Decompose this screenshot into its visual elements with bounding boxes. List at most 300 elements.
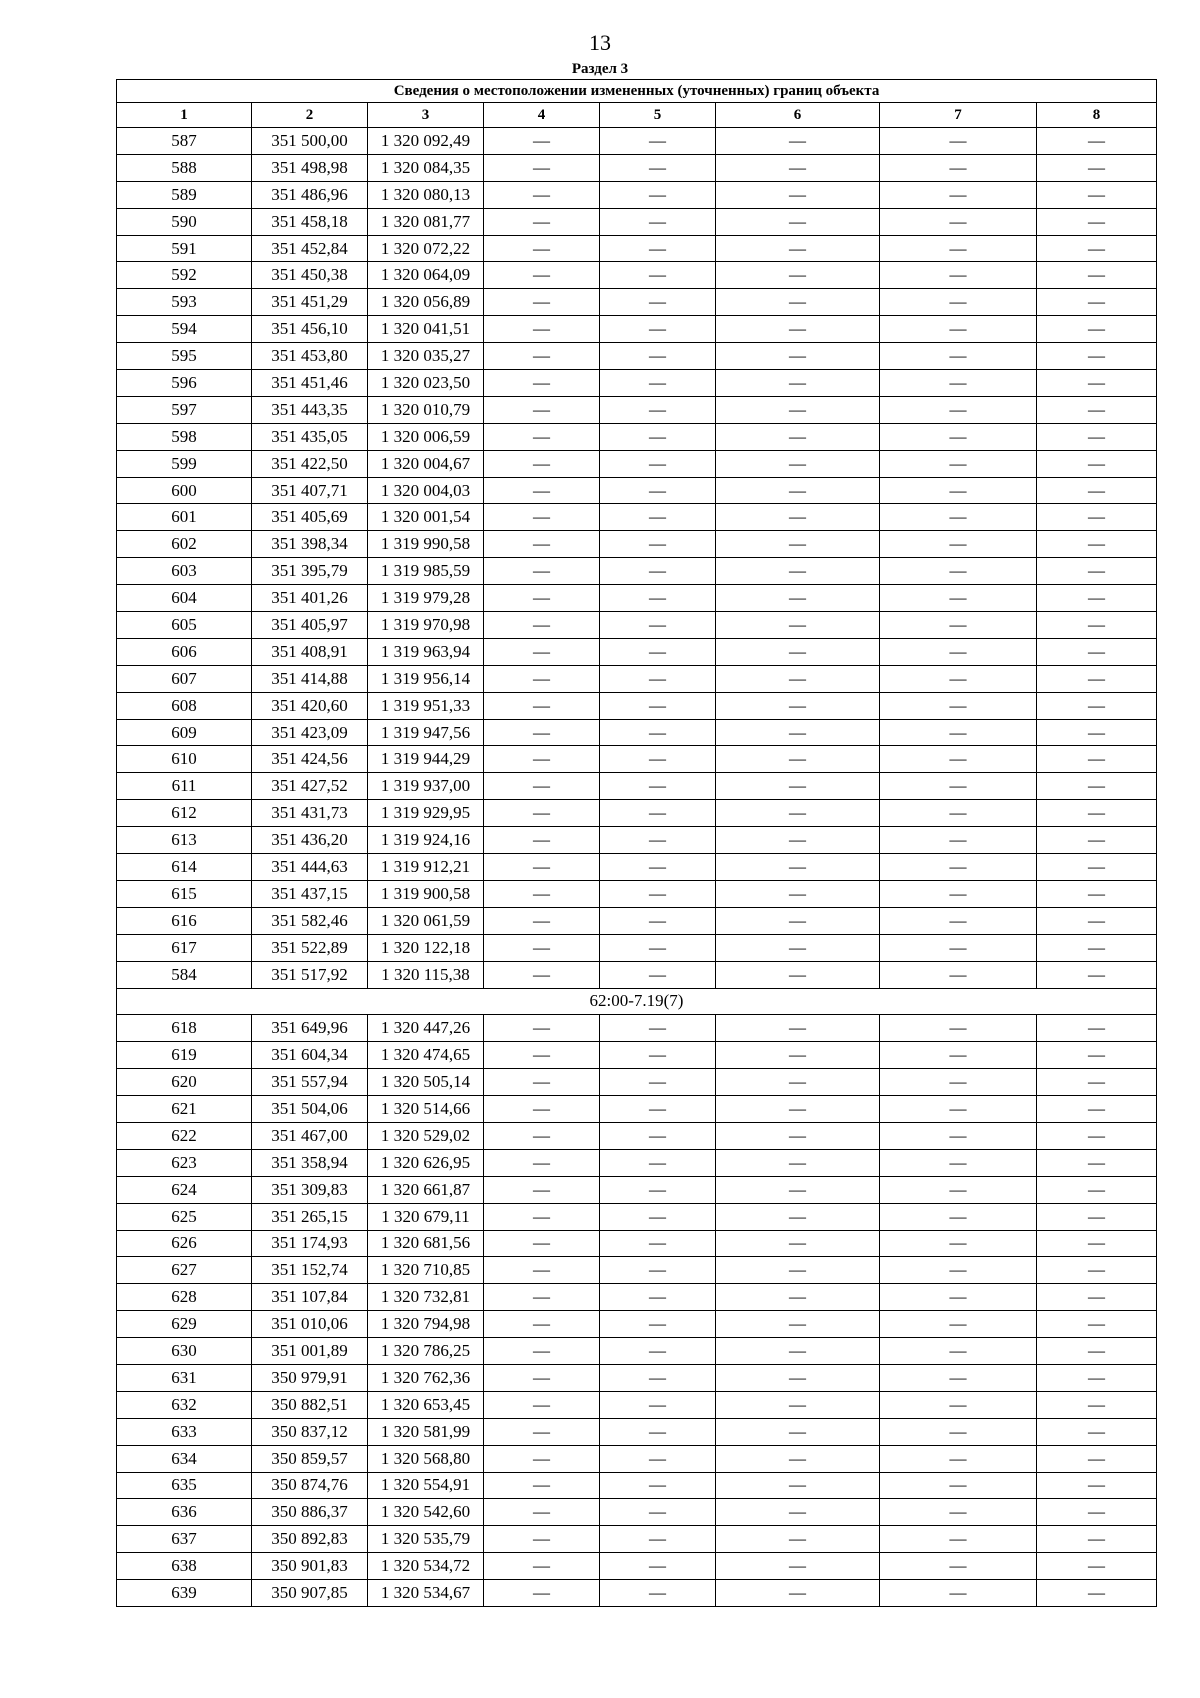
x-coordinate-cell: 351 414,88 <box>252 665 368 692</box>
empty-dash-cell: — <box>880 1391 1037 1418</box>
y-coordinate-cell: 1 319 924,16 <box>368 827 484 854</box>
empty-dash-cell: — <box>880 612 1037 639</box>
empty-dash-cell: — <box>1037 450 1157 477</box>
y-coordinate-cell: 1 319 990,58 <box>368 531 484 558</box>
empty-dash-cell: — <box>716 612 880 639</box>
empty-dash-cell: — <box>1037 1069 1157 1096</box>
empty-dash-cell: — <box>880 558 1037 585</box>
empty-dash-cell: — <box>716 262 880 289</box>
empty-dash-cell: — <box>1037 504 1157 531</box>
empty-dash-cell: — <box>716 504 880 531</box>
empty-dash-cell: — <box>600 181 716 208</box>
y-coordinate-cell: 1 320 023,50 <box>368 370 484 397</box>
point-number-cell: 614 <box>117 854 252 881</box>
empty-dash-cell: — <box>484 880 600 907</box>
empty-dash-cell: — <box>484 665 600 692</box>
x-coordinate-cell: 351 265,15 <box>252 1203 368 1230</box>
point-number-cell: 593 <box>117 289 252 316</box>
empty-dash-cell: — <box>880 1580 1037 1607</box>
table-row <box>117 1338 1157 1365</box>
y-coordinate-cell: 1 319 912,21 <box>368 854 484 881</box>
x-coordinate-cell: 351 453,80 <box>252 343 368 370</box>
empty-dash-cell: — <box>880 907 1037 934</box>
empty-dash-cell: — <box>600 1284 716 1311</box>
column-header: 4 <box>484 103 600 128</box>
empty-dash-cell: — <box>716 961 880 988</box>
empty-dash-cell: — <box>600 692 716 719</box>
table-row <box>117 692 1157 719</box>
empty-dash-cell: — <box>1037 1096 1157 1123</box>
empty-dash-cell: — <box>880 1149 1037 1176</box>
table-body-part-2 <box>117 1015 1157 1607</box>
x-coordinate-cell: 351 107,84 <box>252 1284 368 1311</box>
empty-dash-cell: — <box>716 1015 880 1042</box>
empty-dash-cell: — <box>600 1364 716 1391</box>
empty-dash-cell: — <box>484 1284 600 1311</box>
x-coordinate-cell: 351 427,52 <box>252 773 368 800</box>
x-coordinate-cell: 351 436,20 <box>252 827 368 854</box>
x-coordinate-cell: 351 450,38 <box>252 262 368 289</box>
y-coordinate-cell: 1 319 900,58 <box>368 880 484 907</box>
y-coordinate-cell: 1 319 979,28 <box>368 585 484 612</box>
x-coordinate-cell: 351 408,91 <box>252 638 368 665</box>
empty-dash-cell: — <box>600 208 716 235</box>
empty-dash-cell: — <box>880 1042 1037 1069</box>
empty-dash-cell: — <box>880 692 1037 719</box>
x-coordinate-cell: 351 504,06 <box>252 1096 368 1123</box>
empty-dash-cell: — <box>484 289 600 316</box>
y-coordinate-cell: 1 320 581,99 <box>368 1418 484 1445</box>
empty-dash-cell: — <box>600 1230 716 1257</box>
point-number-cell: 596 <box>117 370 252 397</box>
empty-dash-cell: — <box>716 1284 880 1311</box>
empty-dash-cell: — <box>880 854 1037 881</box>
empty-dash-cell: — <box>484 1580 600 1607</box>
empty-dash-cell: — <box>880 423 1037 450</box>
x-coordinate-cell: 350 859,57 <box>252 1445 368 1472</box>
empty-dash-cell: — <box>716 934 880 961</box>
table-row <box>117 934 1157 961</box>
empty-dash-cell: — <box>880 1257 1037 1284</box>
empty-dash-cell: — <box>1037 961 1157 988</box>
point-number-cell: 605 <box>117 612 252 639</box>
empty-dash-cell: — <box>600 262 716 289</box>
y-coordinate-cell: 1 320 004,67 <box>368 450 484 477</box>
table-row <box>117 746 1157 773</box>
empty-dash-cell: — <box>1037 746 1157 773</box>
y-coordinate-cell: 1 320 001,54 <box>368 504 484 531</box>
x-coordinate-cell: 351 444,63 <box>252 854 368 881</box>
empty-dash-cell: — <box>880 585 1037 612</box>
empty-dash-cell: — <box>484 1364 600 1391</box>
empty-dash-cell: — <box>880 154 1037 181</box>
empty-dash-cell: — <box>1037 719 1157 746</box>
point-number-cell: 633 <box>117 1418 252 1445</box>
empty-dash-cell: — <box>716 531 880 558</box>
y-coordinate-cell: 1 320 004,03 <box>368 477 484 504</box>
empty-dash-cell: — <box>880 1472 1037 1499</box>
y-coordinate-cell: 1 320 535,79 <box>368 1526 484 1553</box>
header-row <box>117 103 1157 128</box>
empty-dash-cell: — <box>484 128 600 155</box>
table-row <box>117 1284 1157 1311</box>
table-row <box>117 370 1157 397</box>
empty-dash-cell: — <box>484 1069 600 1096</box>
empty-dash-cell: — <box>1037 800 1157 827</box>
empty-dash-cell: — <box>1037 907 1157 934</box>
point-number-cell: 619 <box>117 1042 252 1069</box>
table-row <box>117 1149 1157 1176</box>
empty-dash-cell: — <box>880 477 1037 504</box>
empty-dash-cell: — <box>600 1257 716 1284</box>
y-coordinate-cell: 1 320 661,87 <box>368 1176 484 1203</box>
empty-dash-cell: — <box>880 504 1037 531</box>
point-number-cell: 620 <box>117 1069 252 1096</box>
empty-dash-cell: — <box>600 504 716 531</box>
empty-dash-cell: — <box>484 1553 600 1580</box>
empty-dash-cell: — <box>484 585 600 612</box>
empty-dash-cell: — <box>880 1203 1037 1230</box>
empty-dash-cell: — <box>716 1203 880 1230</box>
point-number-cell: 601 <box>117 504 252 531</box>
empty-dash-cell: — <box>716 1149 880 1176</box>
x-coordinate-cell: 351 174,93 <box>252 1230 368 1257</box>
point-number-cell: 621 <box>117 1096 252 1123</box>
table-row <box>117 585 1157 612</box>
empty-dash-cell: — <box>716 585 880 612</box>
empty-dash-cell: — <box>600 1580 716 1607</box>
empty-dash-cell: — <box>716 558 880 585</box>
point-number-cell: 612 <box>117 800 252 827</box>
x-coordinate-cell: 351 431,73 <box>252 800 368 827</box>
y-coordinate-cell: 1 320 064,09 <box>368 262 484 289</box>
empty-dash-cell: — <box>484 1230 600 1257</box>
table-row <box>117 128 1157 155</box>
empty-dash-cell: — <box>1037 692 1157 719</box>
x-coordinate-cell: 351 443,35 <box>252 396 368 423</box>
empty-dash-cell: — <box>880 1069 1037 1096</box>
point-number-cell: 637 <box>117 1526 252 1553</box>
table-row <box>117 612 1157 639</box>
empty-dash-cell: — <box>880 880 1037 907</box>
x-coordinate-cell: 351 517,92 <box>252 961 368 988</box>
point-number-cell: 622 <box>117 1122 252 1149</box>
empty-dash-cell: — <box>880 1176 1037 1203</box>
empty-dash-cell: — <box>484 1499 600 1526</box>
x-coordinate-cell: 351 522,89 <box>252 934 368 961</box>
point-number-cell: 591 <box>117 235 252 262</box>
empty-dash-cell: — <box>716 880 880 907</box>
group-separator <box>117 988 1157 1015</box>
empty-dash-cell: — <box>716 719 880 746</box>
point-number-cell: 624 <box>117 1176 252 1203</box>
empty-dash-cell: — <box>600 1311 716 1338</box>
empty-dash-cell: — <box>716 746 880 773</box>
y-coordinate-cell: 1 320 732,81 <box>368 1284 484 1311</box>
empty-dash-cell: — <box>1037 343 1157 370</box>
point-number-cell: 602 <box>117 531 252 558</box>
empty-dash-cell: — <box>600 1203 716 1230</box>
empty-dash-cell: — <box>1037 1553 1157 1580</box>
y-coordinate-cell: 1 320 041,51 <box>368 316 484 343</box>
empty-dash-cell: — <box>484 934 600 961</box>
table-row <box>117 504 1157 531</box>
empty-dash-cell: — <box>716 1418 880 1445</box>
x-coordinate-cell: 350 886,37 <box>252 1499 368 1526</box>
empty-dash-cell: — <box>716 665 880 692</box>
empty-dash-cell: — <box>600 746 716 773</box>
empty-dash-cell: — <box>484 343 600 370</box>
empty-dash-cell: — <box>1037 1418 1157 1445</box>
empty-dash-cell: — <box>1037 612 1157 639</box>
empty-dash-cell: — <box>880 1418 1037 1445</box>
table-row <box>117 1042 1157 1069</box>
empty-dash-cell: — <box>484 1445 600 1472</box>
point-number-cell: 599 <box>117 450 252 477</box>
point-number-cell: 631 <box>117 1364 252 1391</box>
empty-dash-cell: — <box>880 961 1037 988</box>
empty-dash-cell: — <box>880 665 1037 692</box>
x-coordinate-cell: 351 395,79 <box>252 558 368 585</box>
empty-dash-cell: — <box>1037 1230 1157 1257</box>
empty-dash-cell: — <box>1037 1203 1157 1230</box>
table-row <box>117 638 1157 665</box>
empty-dash-cell: — <box>716 128 880 155</box>
y-coordinate-cell: 1 320 542,60 <box>368 1499 484 1526</box>
x-coordinate-cell: 351 152,74 <box>252 1257 368 1284</box>
x-coordinate-cell: 351 435,05 <box>252 423 368 450</box>
y-coordinate-cell: 1 319 944,29 <box>368 746 484 773</box>
empty-dash-cell: — <box>484 1257 600 1284</box>
point-number-cell: 629 <box>117 1311 252 1338</box>
empty-dash-cell: — <box>716 1445 880 1472</box>
x-coordinate-cell: 350 907,85 <box>252 1580 368 1607</box>
empty-dash-cell: — <box>880 1499 1037 1526</box>
empty-dash-cell: — <box>1037 1257 1157 1284</box>
empty-dash-cell: — <box>1037 477 1157 504</box>
y-coordinate-cell: 1 319 937,00 <box>368 773 484 800</box>
empty-dash-cell: — <box>484 612 600 639</box>
point-number-cell: 607 <box>117 665 252 692</box>
section-title: Раздел 3 <box>571 61 629 77</box>
point-number-cell: 639 <box>117 1580 252 1607</box>
empty-dash-cell: — <box>1037 1122 1157 1149</box>
point-number-cell: 635 <box>117 1472 252 1499</box>
table-caption: Сведения о местоположении измененных (уточненных) границ объекта <box>117 80 1157 103</box>
empty-dash-cell: — <box>600 1338 716 1365</box>
table-row <box>117 1445 1157 1472</box>
empty-dash-cell: — <box>716 1553 880 1580</box>
empty-dash-cell: — <box>600 719 716 746</box>
empty-dash-cell: — <box>484 558 600 585</box>
empty-dash-cell: — <box>484 208 600 235</box>
empty-dash-cell: — <box>1037 1526 1157 1553</box>
empty-dash-cell: — <box>600 1069 716 1096</box>
group-label: 62:00-7.19(7) <box>117 988 1157 1015</box>
column-header: 8 <box>1037 103 1157 128</box>
table-row <box>117 396 1157 423</box>
table-row <box>117 1580 1157 1607</box>
empty-dash-cell: — <box>484 827 600 854</box>
point-number-cell: 616 <box>117 907 252 934</box>
empty-dash-cell: — <box>716 854 880 881</box>
empty-dash-cell: — <box>880 316 1037 343</box>
empty-dash-cell: — <box>880 1284 1037 1311</box>
empty-dash-cell: — <box>716 1526 880 1553</box>
empty-dash-cell: — <box>600 477 716 504</box>
table-row <box>117 827 1157 854</box>
y-coordinate-cell: 1 320 081,77 <box>368 208 484 235</box>
y-coordinate-cell: 1 320 080,13 <box>368 181 484 208</box>
table-row <box>117 880 1157 907</box>
point-number-cell: 615 <box>117 880 252 907</box>
x-coordinate-cell: 351 407,71 <box>252 477 368 504</box>
y-coordinate-cell: 1 319 956,14 <box>368 665 484 692</box>
empty-dash-cell: — <box>600 531 716 558</box>
empty-dash-cell: — <box>600 128 716 155</box>
point-number-cell: 626 <box>117 1230 252 1257</box>
empty-dash-cell: — <box>1037 1472 1157 1499</box>
empty-dash-cell: — <box>716 1257 880 1284</box>
empty-dash-cell: — <box>1037 1284 1157 1311</box>
y-coordinate-cell: 1 320 653,45 <box>368 1391 484 1418</box>
empty-dash-cell: — <box>716 827 880 854</box>
empty-dash-cell: — <box>1037 854 1157 881</box>
empty-dash-cell: — <box>1037 154 1157 181</box>
y-coordinate-cell: 1 320 084,35 <box>368 154 484 181</box>
y-coordinate-cell: 1 320 529,02 <box>368 1122 484 1149</box>
empty-dash-cell: — <box>484 262 600 289</box>
table-row <box>117 1526 1157 1553</box>
x-coordinate-cell: 350 882,51 <box>252 1391 368 1418</box>
empty-dash-cell: — <box>880 396 1037 423</box>
empty-dash-cell: — <box>716 907 880 934</box>
empty-dash-cell: — <box>716 1122 880 1149</box>
y-coordinate-cell: 1 319 970,98 <box>368 612 484 639</box>
point-number-cell: 595 <box>117 343 252 370</box>
empty-dash-cell: — <box>600 1391 716 1418</box>
table-row <box>117 343 1157 370</box>
empty-dash-cell: — <box>484 1203 600 1230</box>
empty-dash-cell: — <box>484 638 600 665</box>
table-row <box>117 1311 1157 1338</box>
empty-dash-cell: — <box>484 396 600 423</box>
x-coordinate-cell: 350 837,12 <box>252 1418 368 1445</box>
empty-dash-cell: — <box>880 1122 1037 1149</box>
empty-dash-cell: — <box>600 1122 716 1149</box>
table-row <box>117 450 1157 477</box>
empty-dash-cell: — <box>1037 1311 1157 1338</box>
empty-dash-cell: — <box>880 1553 1037 1580</box>
y-coordinate-cell: 1 319 951,33 <box>368 692 484 719</box>
empty-dash-cell: — <box>600 1418 716 1445</box>
empty-dash-cell: — <box>484 1015 600 1042</box>
y-coordinate-cell: 1 320 534,67 <box>368 1580 484 1607</box>
empty-dash-cell: — <box>1037 423 1157 450</box>
table-row <box>117 854 1157 881</box>
empty-dash-cell: — <box>600 585 716 612</box>
empty-dash-cell: — <box>484 1338 600 1365</box>
table-row <box>117 208 1157 235</box>
x-coordinate-cell: 351 010,06 <box>252 1311 368 1338</box>
empty-dash-cell: — <box>716 343 880 370</box>
empty-dash-cell: — <box>484 154 600 181</box>
x-coordinate-cell: 350 901,83 <box>252 1553 368 1580</box>
point-number-cell: 630 <box>117 1338 252 1365</box>
x-coordinate-cell: 351 451,46 <box>252 370 368 397</box>
x-coordinate-cell: 351 604,34 <box>252 1042 368 1069</box>
point-number-cell: 609 <box>117 719 252 746</box>
empty-dash-cell: — <box>1037 1149 1157 1176</box>
point-number-cell: 600 <box>117 477 252 504</box>
empty-dash-cell: — <box>716 1069 880 1096</box>
point-number-cell: 584 <box>117 961 252 988</box>
x-coordinate-cell: 351 401,26 <box>252 585 368 612</box>
empty-dash-cell: — <box>600 880 716 907</box>
empty-dash-cell: — <box>1037 773 1157 800</box>
y-coordinate-cell: 1 320 505,14 <box>368 1069 484 1096</box>
empty-dash-cell: — <box>880 719 1037 746</box>
empty-dash-cell: — <box>716 1230 880 1257</box>
point-number-cell: 598 <box>117 423 252 450</box>
empty-dash-cell: — <box>484 504 600 531</box>
table-body-part-1 <box>117 128 1157 989</box>
x-coordinate-cell: 351 309,83 <box>252 1176 368 1203</box>
empty-dash-cell: — <box>600 235 716 262</box>
empty-dash-cell: — <box>880 262 1037 289</box>
point-number-cell: 589 <box>117 181 252 208</box>
empty-dash-cell: — <box>600 665 716 692</box>
empty-dash-cell: — <box>880 1338 1037 1365</box>
table-row <box>117 961 1157 988</box>
empty-dash-cell: — <box>600 1176 716 1203</box>
point-number-cell: 608 <box>117 692 252 719</box>
y-coordinate-cell: 1 320 122,18 <box>368 934 484 961</box>
empty-dash-cell: — <box>1037 128 1157 155</box>
empty-dash-cell: — <box>880 1364 1037 1391</box>
x-coordinate-cell: 351 420,60 <box>252 692 368 719</box>
empty-dash-cell: — <box>484 1418 600 1445</box>
x-coordinate-cell: 351 358,94 <box>252 1149 368 1176</box>
point-number-cell: 606 <box>117 638 252 665</box>
table-row <box>117 1203 1157 1230</box>
empty-dash-cell: — <box>1037 585 1157 612</box>
empty-dash-cell: — <box>880 1230 1037 1257</box>
empty-dash-cell: — <box>716 1338 880 1365</box>
empty-dash-cell: — <box>484 1042 600 1069</box>
x-coordinate-cell: 351 437,15 <box>252 880 368 907</box>
table-row <box>117 181 1157 208</box>
empty-dash-cell: — <box>600 316 716 343</box>
empty-dash-cell: — <box>716 181 880 208</box>
empty-dash-cell: — <box>600 1499 716 1526</box>
empty-dash-cell: — <box>484 1096 600 1123</box>
table-row <box>117 1069 1157 1096</box>
point-number-cell: 587 <box>117 128 252 155</box>
table-row <box>117 1122 1157 1149</box>
empty-dash-cell: — <box>880 1445 1037 1472</box>
column-header: 2 <box>252 103 368 128</box>
empty-dash-cell: — <box>600 423 716 450</box>
empty-dash-cell: — <box>716 1499 880 1526</box>
empty-dash-cell: — <box>880 638 1037 665</box>
empty-dash-cell: — <box>880 827 1037 854</box>
y-coordinate-cell: 1 319 963,94 <box>368 638 484 665</box>
table-row <box>117 477 1157 504</box>
table-row <box>117 800 1157 827</box>
x-coordinate-cell: 351 582,46 <box>252 907 368 934</box>
y-coordinate-cell: 1 320 568,80 <box>368 1445 484 1472</box>
